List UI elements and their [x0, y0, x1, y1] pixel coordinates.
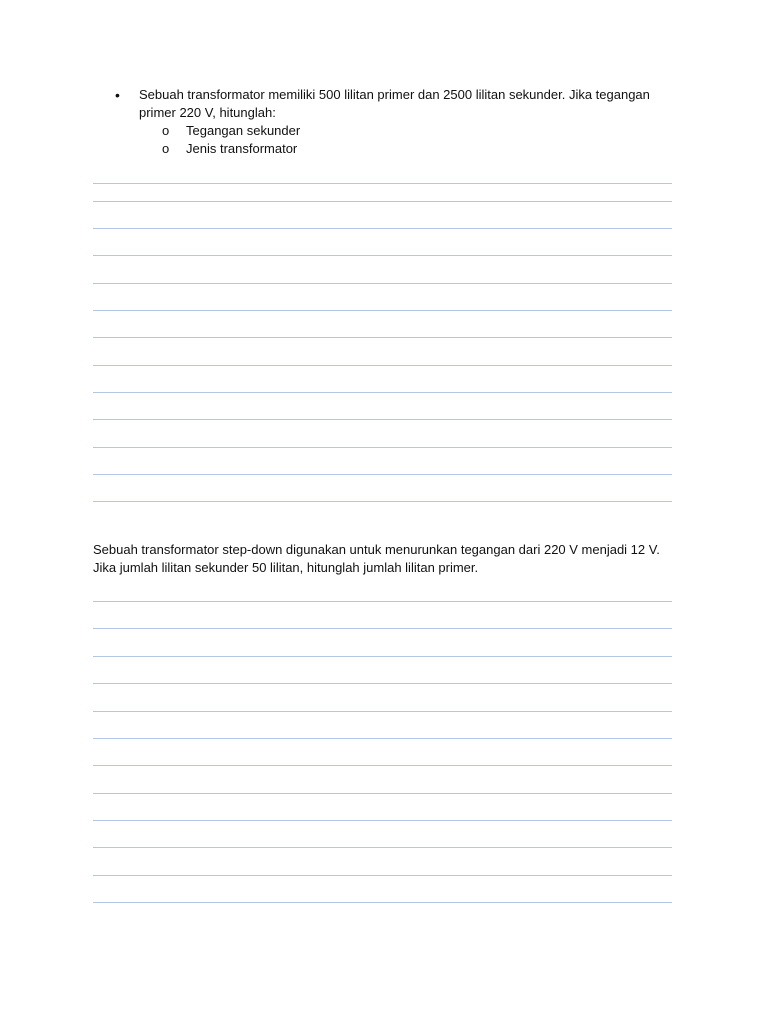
answer-line — [93, 711, 672, 712]
answer-line — [93, 656, 672, 657]
answer-line — [93, 765, 672, 766]
question-1-sub-list — [93, 122, 673, 158]
answer-line — [93, 310, 672, 311]
question-1-text: Sebuah transformator memiliki 500 lilitan primer dan 2500 lilitan sekunder. Jika tegangan primer 220 V, hitunglah: — [139, 87, 650, 120]
answer-line — [93, 875, 672, 876]
answer-line — [93, 902, 672, 903]
answer-line — [93, 392, 672, 393]
answer-line — [93, 601, 672, 602]
answer-line — [93, 501, 672, 502]
answer-line — [93, 447, 672, 448]
sub-item-2 — [93, 140, 673, 158]
question-1-bullet-row — [93, 86, 673, 122]
answer-line — [93, 793, 672, 794]
answer-line — [93, 228, 672, 229]
answer-line — [93, 419, 672, 420]
sub-item-marker: o — [162, 141, 170, 156]
answer-line — [93, 183, 672, 184]
sub-item-marker: o — [162, 123, 170, 138]
answer-line — [93, 628, 672, 629]
sub-item-2-label: Jenis transformator — [186, 141, 298, 156]
answer-line — [93, 255, 672, 256]
sub-item-1 — [93, 122, 673, 140]
answer-line — [93, 683, 672, 684]
answer-line — [93, 820, 672, 821]
bullet-marker: • — [115, 87, 120, 103]
sub-item-1-label: Tegangan sekunder — [186, 123, 301, 138]
answer-line — [93, 283, 672, 284]
answer-line — [93, 847, 672, 848]
answer-line — [93, 365, 672, 366]
question-2 — [93, 541, 673, 577]
question-2-text: Sebuah transformator step-down digunakan untuk menurunkan tegangan dari 220 V menjadi 12 V. Jika jumlah lilitan sekunder 50 lilitan, hitunglah jumlah lilitan primer. — [93, 542, 660, 575]
question-1 — [93, 86, 673, 158]
answer-line — [93, 201, 672, 202]
answer-line — [93, 337, 672, 338]
answer-line — [93, 474, 672, 475]
answer-line — [93, 738, 672, 739]
